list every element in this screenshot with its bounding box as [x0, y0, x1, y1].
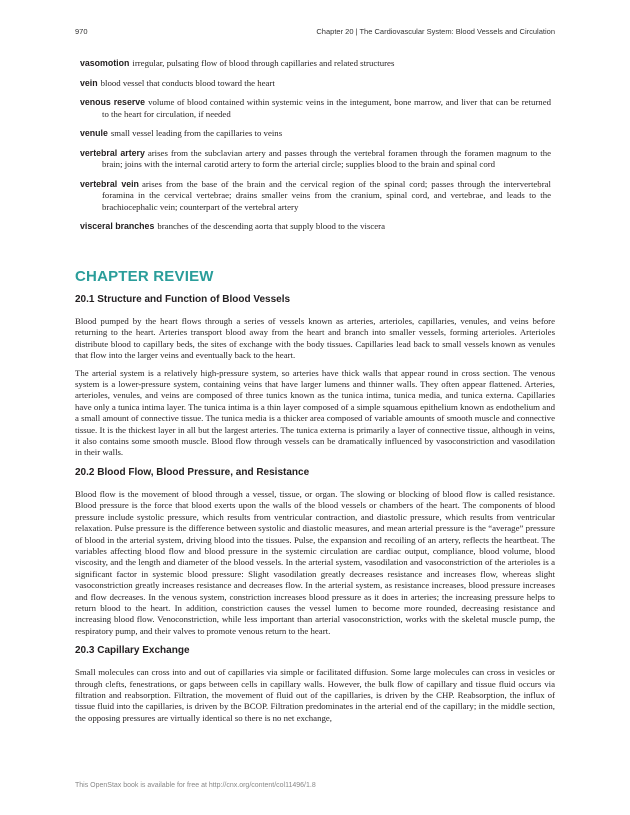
section-20-3	[75, 645, 555, 724]
glossary-definition: small vessel leading from the capillaries to veins	[110, 128, 283, 138]
paragraph: The arterial system is a relatively high-pressure system, so arteries have thick walls that appear round in cross section. The venous system is a lower-pressure system, containing veins that have larger lumens and thinner walls. They often appear flattened. Arteries, arterioles, venules, and veins are composed of three tunics known as the tunica intima, tunica media, and tunica externa. Capillaries have only a tunica intima layer. The tunica intima is a thin layer composed of a simple squamous epithelium known as endothelium and a small amount of connective tissue. The tunica media is a thicker area composed of variable amounts of smooth muscle and connective tissue. It is the thickest layer in all but the largest arteries. The tunica externa is primarily a layer of connective tissue, although in veins, it also contains some smooth muscle. Blood flow through vessels can be dramatically influenced by vasoconstriction and vasodilation in their walls.	[75, 367, 555, 458]
glossary-definition: arises from the subclavian artery and passes through the vertebral foramen through the foramen magnum to the brain; joins with the internal carotid artery to form the arterial circle; supplies blood to the brain and spinal cord	[102, 147, 552, 169]
glossary-entry	[80, 179, 551, 214]
glossary-entry	[80, 97, 551, 120]
section-20-2	[75, 467, 555, 637]
glossary-entry	[80, 128, 551, 140]
glossary-definition: arises from the base of the brain and the cervical region of the spinal cord; passes through the intervertebral foramina in the cervical vertebrae; drains smaller veins from the cranium, spinal cord, and vertebrae, and leads to the brachiocephalic vein; counterpart of the vertebral artery	[102, 178, 551, 212]
section-title: 20.2 Blood Flow, Blood Pressure, and Resistance	[75, 466, 310, 478]
glossary-term: vasomotion	[80, 58, 130, 68]
glossary-entry	[80, 58, 551, 70]
glossary-list	[80, 58, 551, 241]
glossary-term: venule	[80, 128, 108, 138]
section-title: 20.3 Capillary Exchange	[75, 645, 190, 657]
section-20-1	[75, 294, 555, 459]
running-chapter-title: Chapter 20 | The Cardiovascular System: Blood Vessels and Circulation	[316, 27, 555, 36]
page-number: 970	[75, 27, 88, 36]
paragraph: Small molecules can cross into and out of capillaries via simple or facilitated diffusion. Some large molecules can cross in vesicles or through clefts, fenestrations, or gaps between cells in capillary walls. However, the bulk flow of capillary and tissue fluid occurs via filtration and reabsorption. Filtration, the movement of fluid out of the capillaries, is driven by the CHP. Reabsorption, the influx of tissue fluid into the capillaries, is driven by the BCOP. Filtration predominates in the arterial end of the capillary; in the middle section, the opposing pressures are virtually identical so there is no net exchange,	[75, 667, 555, 723]
chapter-review-body	[75, 268, 555, 732]
glossary-definition: volume of blood contained within systemic veins in the integument, bone marrow, and liver that can be returned to the heart for circulation, if needed	[102, 97, 551, 119]
glossary-term: vein	[80, 77, 98, 88]
glossary-definition: blood vessel that conducts blood toward the heart	[100, 77, 275, 88]
paragraph: Blood pumped by the heart flows through a series of vessels known as arteries, arterioles, capillaries, venules, and veins before returning to the heart. Arteries transport blood away from the heart and branch into smaller vessels, forming arterioles. Arterioles distribute blood to capillary beds, the sites of exchange with the body tissues. Capillaries lead back to small vessels known as venules that flow into the larger veins and eventually back to the heart.	[75, 316, 555, 361]
paragraph: Blood flow is the movement of blood through a vessel, tissue, or organ. The slowing or blocking of blood flow is called resistance. Blood pressure is the force that blood exerts upon the walls of the blood vessels or chambers of the heart. The components of blood pressure include systolic pressure, which results from ventricular contraction, and diastolic pressure, which results from ventricular relaxation. Pulse pressure is the difference between systolic and diastolic measures, and mean arterial pressure is the “average” pressure of blood in the arterial system, driving blood into the tissues. Pulse, the expansion and recoiling of an artery, reflects the heartbeat. The variables affecting blood flow and blood pressure in the systemic circulation are cardiac output, compliance, blood volume, blood viscosity, and the length and diameter of the blood vessels. In the arterial system, vasodilation and vasoconstriction of the arterioles is a significant factor in systemic blood pressure: Slight vasodilation greatly decreases resistance and increases flow, whereas slight vasoconstriction greatly increases resistance and decreases flow. In the arterial system, as resistance increases, blood pressure increases and flow decreases. In the venous system, constriction increases blood pressure as it does in arteries; the increasing pressure helps to return blood to the heart. In addition, constriction causes the vessel lumen to become more rounded, decreasing resistance and increasing blood flow. Venoconstriction, while less important than arterial vasoconstriction, works with the skeletal muscle pump, the respiratory pump, and their valves to promote venous return to the heart.	[75, 488, 555, 636]
glossary-term: visceral branches	[80, 221, 155, 231]
glossary-entry	[80, 221, 551, 233]
glossary-definition: irregular, pulsating flow of blood through capillaries and related structures	[132, 58, 395, 68]
glossary-definition: branches of the descending aorta that supply blood to the viscera	[157, 221, 386, 231]
glossary-entry	[80, 78, 551, 90]
glossary-entry	[80, 148, 551, 171]
glossary-term: vertebral vein	[80, 178, 139, 189]
page-footer: This OpenStax book is available for free at http://cnx.org/content/col11496/1.8	[75, 782, 316, 789]
chapter-review-heading: CHAPTER REVIEW	[75, 268, 214, 285]
glossary-term: venous reserve	[80, 97, 146, 107]
section-title: 20.1 Structure and Function of Blood Vessels	[75, 294, 291, 305]
glossary-term: vertebral artery	[80, 147, 145, 158]
